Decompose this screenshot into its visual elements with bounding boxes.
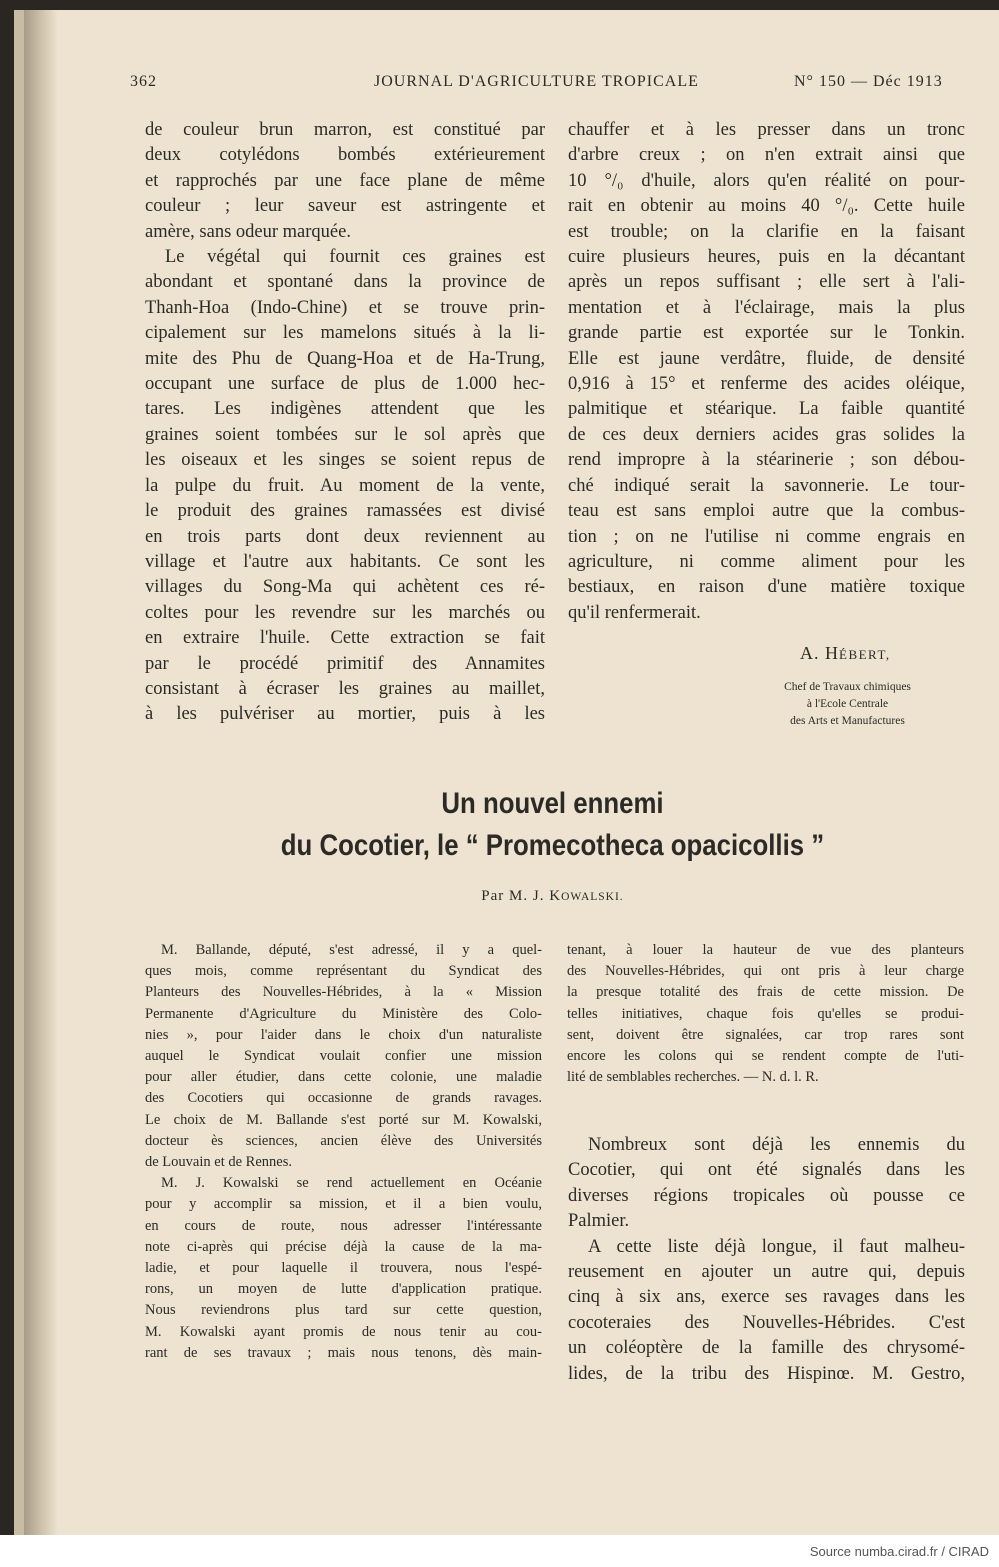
page-number: 362	[130, 73, 157, 90]
text-line: M. Ballande, député, s'est adressé, il y a quel-	[161, 942, 542, 958]
text-line: Nous reviendrons plus tard sur cette question,	[145, 1302, 542, 1319]
text-line: cipalement sur les mamelons situés à la li-	[145, 323, 545, 344]
text-line: ché indiqué serait la savonnerie. Le tour-	[568, 475, 965, 496]
text-line: des Cocotiers qui occasionne de grands ravages.	[145, 1090, 542, 1107]
text-line: le produit des graines ramassées est divisé	[145, 501, 545, 522]
text-line: d'arbre creux ; on n'en extrait ainsi que	[568, 145, 965, 166]
author-affiliation	[740, 679, 955, 730]
text-line: villages du Song-Ma qui achètent ces ré-	[145, 577, 545, 598]
text-line: mite des Phu de Quang-Hoa et de Ha-Trung,	[145, 348, 545, 369]
text-line: en extraire l'huile. Cette extraction se fait	[145, 628, 545, 649]
text-line: rant de ses travaux ; mais nous tenons, dès main-	[145, 1344, 542, 1361]
text-line: à les pulvériser au mortier, puis à les	[145, 704, 545, 725]
text-line: pour aller étudier, dans cette colonie, une maladie	[145, 1069, 542, 1086]
text-line: reusement en ajouter un autre qui, depuis	[568, 1262, 965, 1283]
byline	[140, 888, 965, 905]
text-line: pour y accomplir sa mission, et il a bien voulu,	[145, 1196, 542, 1213]
text-line: deux cotylédons bombés extérieurement	[145, 145, 545, 166]
text-line: Cocotier, qui ont été signalés dans les	[568, 1160, 965, 1181]
text-line: la pulpe du fruit. Au moment de la vente,	[145, 475, 545, 496]
text-line: Le choix de M. Ballande s'est porté sur M. Kowalski,	[145, 1111, 542, 1128]
text-line: Planteurs des Nouvelles-Hébrides, à la « Mission	[145, 984, 542, 1001]
text-line: bestiaux, en raison d'une matière toxique	[568, 577, 965, 598]
text-line: après un repos suffisant ; elle sert à l'ali-	[568, 272, 965, 293]
text-line: cinq à six ans, exerce ses ravages dans les	[568, 1287, 965, 1308]
editorial-note	[567, 940, 964, 1088]
text-line: rait en obtenir au moins 40 °/₀. Cette huile	[568, 196, 965, 217]
text-line: Palmier.	[568, 1211, 630, 1232]
text-line: un coléoptère de la famille des chrysomé-	[568, 1338, 965, 1359]
text-line: rend impropre à la stéarinerie ; son débou-	[568, 450, 965, 471]
text-line: nies », pour l'aider dans le choix d'un naturaliste	[145, 1026, 542, 1043]
text-line: ladie, et pour laquelle il trouvera, nous l'espé-	[145, 1260, 542, 1277]
text-line: agriculture, ni comme aliment pour les	[568, 551, 965, 572]
text-line: note ci-après qui précise déjà la cause de la ma-	[145, 1238, 542, 1255]
text-line: chauffer et à les presser dans un tronc	[568, 120, 965, 140]
text-line: Elle est jaune verdâtre, fluide, de densité	[568, 348, 965, 369]
text-line: consistant à écraser les graines au maillet,	[145, 678, 545, 699]
text-line: village et l'autre aux habitants. Ce sont les	[145, 551, 545, 572]
text-line: de couleur brun marron, est constitué par	[145, 120, 545, 140]
text-line: ques mois, comme représentant du Syndicat des	[145, 963, 542, 980]
text-line: qu'il renfermerait.	[568, 602, 701, 623]
text-line: docteur ès sciences, ancien élève des Universités	[145, 1132, 542, 1149]
text-line: par le procédé primitif des Annamites	[145, 653, 545, 674]
text-line: coltes pour les revendre sur les marchés ou	[145, 602, 545, 623]
text-line: teau est sans emploi autre que la combus-	[568, 501, 965, 522]
text-line: en cours de route, nous adresser l'intéressante	[145, 1217, 542, 1234]
text-line: de Louvain et de Rennes.	[145, 1154, 292, 1171]
text-line: Nombreux sont déjà les ennemis du	[588, 1135, 965, 1155]
affiliation-line: des Arts et Manufactures	[790, 715, 905, 727]
signature-initial: A. H	[800, 643, 839, 663]
issue-number: N° 150 — Déc 1913	[794, 73, 943, 90]
title-line-1: Un nouvel ennemi	[441, 787, 664, 820]
article-title	[198, 783, 908, 867]
text-line: A cette liste déjà longue, il faut malheu-	[588, 1236, 965, 1257]
text-line: de ces deux derniers acides gras solides la	[568, 424, 965, 445]
affiliation-line: Chef de Travaux chimiques	[784, 681, 911, 693]
text-line: est trouble; on la clarifie en la faisant	[568, 221, 965, 242]
text-line: Le végétal qui fournit ces graines est	[165, 247, 545, 268]
byline-prefix: Par M. J. K	[481, 888, 562, 904]
editorial-intro	[145, 940, 542, 1364]
article-body	[568, 1133, 965, 1387]
text-line: rons, un moyen de lutte d'application pratique.	[145, 1281, 542, 1298]
signature-surname: ÉBERT,	[839, 647, 891, 662]
text-line: tares. Les indigènes attendent que les	[145, 399, 545, 420]
text-line: cocoteraies des Nouvelles-Hébrides. C'est	[568, 1312, 965, 1333]
source-credit: Source numba.cirad.fr / CIRAD	[809, 1544, 989, 1559]
running-header	[130, 73, 970, 95]
text-line: lides, de la tribu des Hispinœ. M. Gestro,	[568, 1363, 965, 1384]
byline-surname: OWALSKI.	[561, 891, 624, 903]
text-line: Permanente d'Agriculture du Ministère des Colo-	[145, 1005, 542, 1022]
text-line: sent, doivent être signalées, car trop rares sont	[567, 1026, 964, 1043]
text-line: mentation et à l'éclairage, mais la plus	[568, 297, 965, 318]
text-line: cuire plusieurs heures, puis en la décantant	[568, 247, 965, 268]
text-line: telles initiatives, chaque fois qu'elles se produi-	[567, 1005, 964, 1022]
text-line: des Nouvelles-Hébrides, qui ont pris à leur charge	[567, 963, 964, 980]
text-line: M. J. Kowalski se rend actuellement en Océanie	[161, 1175, 542, 1192]
text-line: tion ; on ne l'utilise ni comme engrais en	[568, 526, 965, 547]
text-line: 10 °/₀ d'huile, alors qu'en réalité on pour-	[568, 170, 965, 191]
previous-article-column-1	[145, 118, 545, 728]
text-line: Thanh-Hoa (Indo-Chine) et se trouve prin-	[145, 297, 545, 318]
page-binding-shadow	[24, 10, 58, 1535]
text-line: palmitique et stéarique. La faible quantité	[568, 399, 965, 420]
text-line: auquel le Syndicat voulait confier une mission	[145, 1048, 542, 1065]
text-line: couleur ; leur saveur est astringente et	[145, 196, 545, 217]
text-line: 0,916 à 15° et renferme des acides oléique,	[568, 374, 965, 395]
journal-title: JOURNAL D'AGRICULTURE TROPICALE	[374, 73, 699, 90]
text-line: les oiseaux et les singes se soient repus de	[145, 450, 545, 471]
text-line: diverses régions tropicales où pousse ce	[568, 1185, 965, 1206]
text-line: amère, sans odeur marquée.	[145, 221, 351, 242]
text-line: encore les colons qui se rendent compte de l'uti-	[567, 1048, 964, 1065]
text-line: abondant et spontané dans la province de	[145, 272, 545, 293]
previous-article-column-2	[568, 118, 965, 626]
text-line: grande partie est exportée sur le Tonkin.	[568, 323, 965, 344]
affiliation-line: à l'Ecole Centrale	[806, 698, 889, 710]
text-line: et rapprochés par une face plane de même	[145, 170, 545, 191]
text-line: en trois parts dont deux reviennent au	[145, 526, 545, 547]
author-signature	[800, 643, 891, 664]
text-line: M. Kowalski ayant promis de nous tenir au cou-	[145, 1323, 542, 1340]
text-line: graines soient tombées sur le sol après que	[145, 424, 545, 445]
text-line: tenant, à louer la hauteur de vue des planteurs	[567, 942, 964, 958]
text-line: occupant une surface de plus de 1.000 hec-	[145, 374, 545, 395]
text-line: lité de semblables recherches. — N. d. l. R.	[567, 1069, 819, 1086]
text-line: la presque totalité des frais de cette mission. De	[567, 984, 964, 1001]
title-line-2: du Cocotier, le “ Promecotheca opacicollis ”	[280, 829, 825, 862]
